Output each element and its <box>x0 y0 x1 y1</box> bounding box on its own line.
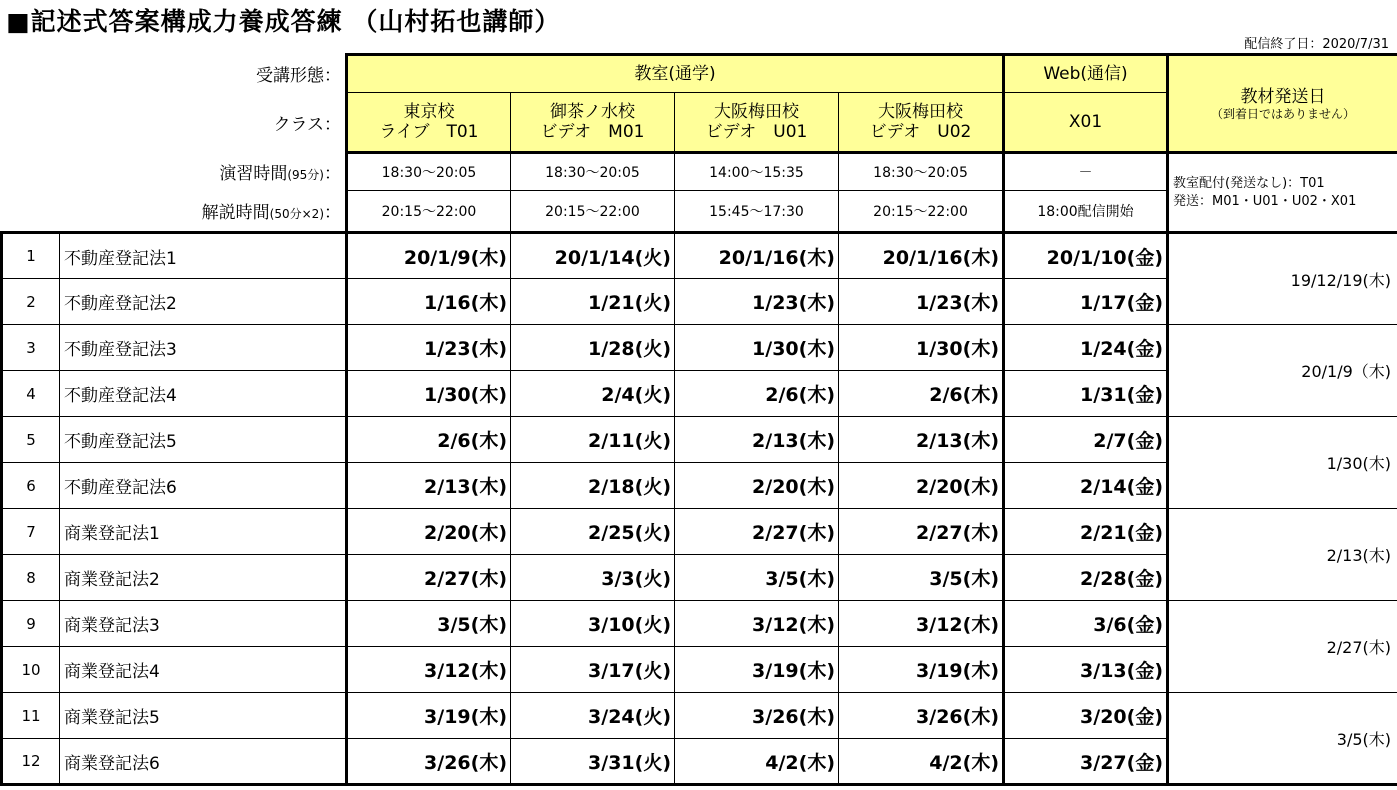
subject-name: 商業登記法2 <box>60 555 347 601</box>
table-row <box>2 601 1397 647</box>
class-date: 3/19(木) <box>675 647 839 693</box>
row-number: 11 <box>2 693 60 739</box>
class-date: 2/20(木) <box>839 463 1004 509</box>
header-web: Web(通信) <box>1004 55 1168 93</box>
web-date: 3/20(金) <box>1004 693 1168 739</box>
class-date: 2/6(木) <box>675 371 839 417</box>
class-3 <box>675 93 839 153</box>
class-date: 3/31(火) <box>511 739 675 785</box>
page-title: ■記述式答案構成力養成答練 （山村拓也講師） <box>6 7 561 36</box>
schedule-table <box>0 53 1397 786</box>
class-date: 3/12(木) <box>839 601 1004 647</box>
explain-time: 20:15～22:00 <box>839 191 1004 233</box>
class-date: 3/5(木) <box>347 601 511 647</box>
class-mode-code: ビデオ U01 <box>705 122 808 142</box>
row-number: 7 <box>2 509 60 555</box>
class-date: 3/17(火) <box>511 647 675 693</box>
subject-name: 商業登記法3 <box>60 601 347 647</box>
explain-colon: ： <box>324 203 341 224</box>
row-number: 2 <box>2 279 60 325</box>
class-date: 1/30(木) <box>347 371 511 417</box>
label-class: クラス： <box>273 115 341 135</box>
web-date: 3/13(金) <box>1004 647 1168 693</box>
class-name: X01 <box>1068 112 1103 132</box>
explain-time: 20:15～22:00 <box>347 191 511 233</box>
practice-label: 演習時間 <box>219 164 288 184</box>
subject-name: 商業登記法4 <box>60 647 347 693</box>
class-date: 1/16(木) <box>347 279 511 325</box>
class-1 <box>347 93 511 153</box>
web-date: 1/24(金) <box>1004 325 1168 371</box>
materials-title: 教材発送日 <box>1240 86 1326 107</box>
class-date: 3/24(火) <box>511 693 675 739</box>
subject-name: 不動産登記法3 <box>60 325 347 371</box>
class-date: 3/26(木) <box>347 739 511 785</box>
explain-time: 15:45～17:30 <box>675 191 839 233</box>
subject-name: 商業登記法1 <box>60 509 347 555</box>
subject-name: 商業登記法6 <box>60 739 347 785</box>
class-date: 2/20(木) <box>347 509 511 555</box>
class-date: 1/23(木) <box>675 279 839 325</box>
class-date: 3/19(木) <box>347 693 511 739</box>
class-date: 3/19(木) <box>839 647 1004 693</box>
row-number: 6 <box>2 463 60 509</box>
table-row <box>2 693 1397 739</box>
distribution-end-date: 配信終了日：2020/7/31 <box>1244 37 1389 52</box>
header-classroom: 教室(通学) <box>347 55 1004 93</box>
label-practice-time <box>2 153 347 191</box>
materials-note: （到着日ではありません） <box>1211 106 1356 121</box>
web-date: 20/1/10(金) <box>1004 233 1168 279</box>
subject-name: 商業登記法5 <box>60 693 347 739</box>
class-date: 3/12(木) <box>347 647 511 693</box>
class-date: 2/27(木) <box>839 509 1004 555</box>
practice-time: － <box>1004 153 1168 191</box>
class-date: 1/21(火) <box>511 279 675 325</box>
web-date: 2/7(金) <box>1004 417 1168 463</box>
class-date: 2/13(木) <box>675 417 839 463</box>
table-row <box>2 233 1397 279</box>
shipping-note-classroom: 教室配付(発送なし)：T01 <box>1173 175 1325 191</box>
shipping-date: 1/30(木) <box>1168 417 1397 509</box>
class-date: 3/26(木) <box>675 693 839 739</box>
web-date: 2/21(金) <box>1004 509 1168 555</box>
web-date: 2/28(金) <box>1004 555 1168 601</box>
row-number: 5 <box>2 417 60 463</box>
class-date: 2/18(火) <box>511 463 675 509</box>
explain-duration: (50分×2) <box>269 207 324 222</box>
row-number: 10 <box>2 647 60 693</box>
row-number: 1 <box>2 233 60 279</box>
label-form: 受講形態： <box>256 66 341 86</box>
class-web <box>1004 93 1168 153</box>
table-row <box>2 417 1397 463</box>
subject-name: 不動産登記法6 <box>60 463 347 509</box>
practice-time: 18:30～20:05 <box>347 153 511 191</box>
shipping-date: 19/12/19(木) <box>1168 233 1397 325</box>
class-date: 2/11(火) <box>511 417 675 463</box>
shipping-date: 2/13(木) <box>1168 509 1397 601</box>
class-date: 3/3(火) <box>511 555 675 601</box>
class-date: 20/1/14(火) <box>511 233 675 279</box>
table-row <box>2 325 1397 371</box>
class-date: 4/2(木) <box>675 739 839 785</box>
class-date: 3/5(木) <box>675 555 839 601</box>
row-number: 4 <box>2 371 60 417</box>
class-date: 20/1/16(木) <box>839 233 1004 279</box>
explain-label: 解説時間 <box>201 203 270 224</box>
label-explain-time <box>2 191 347 233</box>
shipping-date: 2/27(木) <box>1168 601 1397 693</box>
class-mode-code: ビデオ U02 <box>869 122 972 142</box>
class-date: 2/6(木) <box>347 417 511 463</box>
class-name: 大阪梅田校 <box>878 102 963 122</box>
row-number: 12 <box>2 739 60 785</box>
class-2 <box>511 93 675 153</box>
table-row <box>2 509 1397 555</box>
class-date: 20/1/9(木) <box>347 233 511 279</box>
class-name: 御茶ノ水校 <box>550 102 635 122</box>
practice-time: 18:30～20:05 <box>839 153 1004 191</box>
class-date: 4/2(木) <box>839 739 1004 785</box>
class-4 <box>839 93 1004 153</box>
class-date: 3/12(木) <box>675 601 839 647</box>
class-date: 1/28(火) <box>511 325 675 371</box>
class-date: 2/4(火) <box>511 371 675 417</box>
class-date: 2/13(木) <box>347 463 511 509</box>
class-date: 20/1/16(木) <box>675 233 839 279</box>
class-date: 3/10(火) <box>511 601 675 647</box>
class-date: 2/27(木) <box>675 509 839 555</box>
class-date: 2/25(火) <box>511 509 675 555</box>
header-materials <box>1168 55 1397 153</box>
class-date: 2/27(木) <box>347 555 511 601</box>
row-number: 8 <box>2 555 60 601</box>
shipping-date: 20/1/9（木) <box>1168 325 1397 417</box>
practice-duration: (95分) <box>287 168 324 182</box>
practice-time: 14:00～15:35 <box>675 153 839 191</box>
class-mode-code: ライブ T01 <box>379 122 479 142</box>
class-date: 1/23(木) <box>839 279 1004 325</box>
subject-name: 不動産登記法4 <box>60 371 347 417</box>
explain-time: 18:00配信開始 <box>1004 191 1168 233</box>
web-date: 3/6(金) <box>1004 601 1168 647</box>
practice-time: 18:30～20:05 <box>511 153 675 191</box>
web-date: 3/27(金) <box>1004 739 1168 785</box>
class-date: 1/30(木) <box>675 325 839 371</box>
class-date: 1/30(木) <box>839 325 1004 371</box>
class-date: 3/5(木) <box>839 555 1004 601</box>
row-number: 9 <box>2 601 60 647</box>
web-date: 2/14(金) <box>1004 463 1168 509</box>
row-number: 3 <box>2 325 60 371</box>
class-date: 1/23(木) <box>347 325 511 371</box>
subject-name: 不動産登記法2 <box>60 279 347 325</box>
shipping-note <box>1168 153 1397 233</box>
class-date: 2/6(木) <box>839 371 1004 417</box>
class-date: 2/13(木) <box>839 417 1004 463</box>
shipping-note-mail: 発送：M01・U01・U02・X01 <box>1173 193 1357 209</box>
class-name: 大阪梅田校 <box>714 102 799 122</box>
subject-name: 不動産登記法1 <box>60 233 347 279</box>
class-mode-code: ビデオ M01 <box>540 122 645 142</box>
web-date: 1/17(金) <box>1004 279 1168 325</box>
class-date: 3/26(木) <box>839 693 1004 739</box>
explain-time: 20:15～22:00 <box>511 191 675 233</box>
practice-colon: ： <box>324 164 341 184</box>
subject-name: 不動産登記法5 <box>60 417 347 463</box>
shipping-date: 3/5(木) <box>1168 693 1397 785</box>
class-name: 東京校 <box>403 102 455 122</box>
class-date: 2/20(木) <box>675 463 839 509</box>
web-date: 1/31(金) <box>1004 371 1168 417</box>
